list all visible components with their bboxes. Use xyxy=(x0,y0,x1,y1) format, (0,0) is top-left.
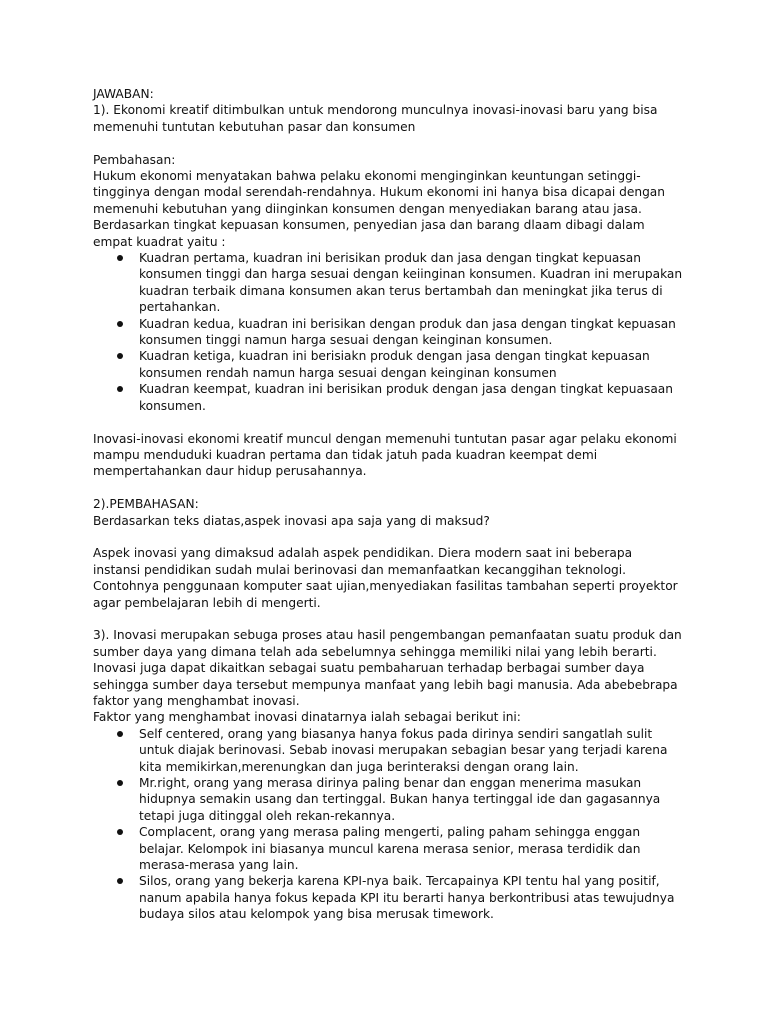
list-item: Self centered, orang yang biasanya hanya fokus pada dirinya sendiri sangatlah sulit untuk diajak berinovasi. Sebab inovasi merupakan sebagian besar yang terjadi karena kita memikirkan,merenungkan dan juga berinteraksi dengan orang lain. xyxy=(139,726,683,775)
list-item: Kuadran pertama, kuadran ini berisikan produk dan jasa dengan tingkat kepuasan konsumen tinggi dan harga sesuai dengan keiinginan konsumen. Kuadran ini merupakan kuadran terbaik dimana konsumen akan terus bertambah dan meningkat jika terus di pertahankan. xyxy=(139,251,683,315)
inhibitor-list xyxy=(93,726,683,923)
list-item: Mr.right, orang yang merasa dirinya paling benar dan enggan menerima masukan hidupnya semakin usang dan tertinggal. Bukan hanya tertinggal ide dan gagasannya tetapi juga ditinggal oleh rekan-rekannya. xyxy=(139,775,683,824)
spacer xyxy=(93,529,683,545)
document-page xyxy=(93,86,683,923)
section-2-heading: 2).PEMBAHASAN: xyxy=(93,497,199,512)
answer-heading: JAWABAN: xyxy=(93,87,154,101)
spacer xyxy=(93,135,683,151)
section-2-question: Berdasarkan teks diatas,aspek inovasi apa saja yang di maksud? xyxy=(93,513,490,528)
discussion-heading: Pembahasan: xyxy=(93,152,176,167)
list-item: Silos, orang yang bekerja karena KPI-nya baik. Tercapainya KPI tentu hal yang positif, nanum apabila hanya fokus kepada KPI itu berarti hanya berkontribusi atas tewujudnya budaya silos atau kelompok yang bisa merusak timework. xyxy=(139,873,683,922)
answer-1-text: 1). Ekonomi kreatif ditimbulkan untuk mendorong munculnya inovasi-inovasi baru yang bisa memenuhi tuntutan kebutuhan pasar dan konsumen xyxy=(93,103,658,134)
spacer xyxy=(93,414,683,430)
list-item: Kuadran keempat, kuadran ini berisikan produk dengan jasa dengan tingkat kepuasaan konsumen. xyxy=(139,381,683,414)
closing-paragraph: Inovasi-inovasi ekonomi kreatif muncul dengan memenuhi tuntutan pasar agar pelaku ekonomi mampu menduduki kuadran pertama dan tidak jatuh pada kuadran keempat demi mempertahankan daur hidup perusahannya. xyxy=(93,431,677,479)
list-item: Complacent, orang yang merasa paling mengerti, paling paham sehingga enggan belajar. Kelompok ini biasanya muncul karena merasa senior, merasa terdidik dan merasa-merasa yang lain. xyxy=(139,824,683,873)
section-3-intro: 3). Inovasi merupakan sebuga proses atau hasil pengembangan pemanfaatan suatu produk dan sumber daya yang dimana telah ada sebelumnya sehingga memiliki nilai yang lebih berarti. Inovasi juga dapat dikaitkan sebagai suatu pembaharuan terhadap berbagai sumber daya sehingga sumber daya tersebut mempunya manfaat yang lebih bagi manusia. Ada abebebrapa faktor yang menghambat inovasi. xyxy=(93,628,682,708)
spacer xyxy=(93,480,683,496)
discussion-paragraph: Hukum ekonomi menyatakan bahwa pelaku ekonomi menginginkan keuntungan setinggi-tingginya dengan modal serendah-rendahnya. Hukum ekonomi ini hanya bisa dicapai dengan memenuhi kebutuhan yang diinginkan konsumen dengan menyediakan barang atau jasa. Berdasarkan tingkat kepuasan konsumen, penyedian jasa dan barang dlaam dibagi dalam empat kuadrat yaitu : xyxy=(93,169,666,249)
list-item: Kuadran kedua, kuadran ini berisikan dengan produk dan jasa dengan tingkat kepuasan konsumen tinggi namun harga sesuai dengan keinginan konsumen. xyxy=(139,316,683,349)
quadrant-list xyxy=(93,250,683,414)
section-2-answer: Aspek inovasi yang dimaksud adalah aspek pendidikan. Diera modern saat ini beberapa instansi pendidikan sudah mulai berinovasi dan memanfaatkan kecanggihan teknologi. Contohnya penggunaan komputer saat ujian,menyediakan fasilitas tambahan seperti proyektor agar pembelajaran lebih di mengerti. xyxy=(93,546,678,610)
section-3-lead: Faktor yang menghambat inovasi dinatarnya ialah sebagai berikut ini: xyxy=(93,710,521,725)
list-item: Kuadran ketiga, kuadran ini berisiakn produk dengan jasa dengan tingkat kepuasan konsumen rendah namun harga sesuai dengan keinginan konsumen xyxy=(139,348,683,381)
spacer xyxy=(93,611,683,627)
